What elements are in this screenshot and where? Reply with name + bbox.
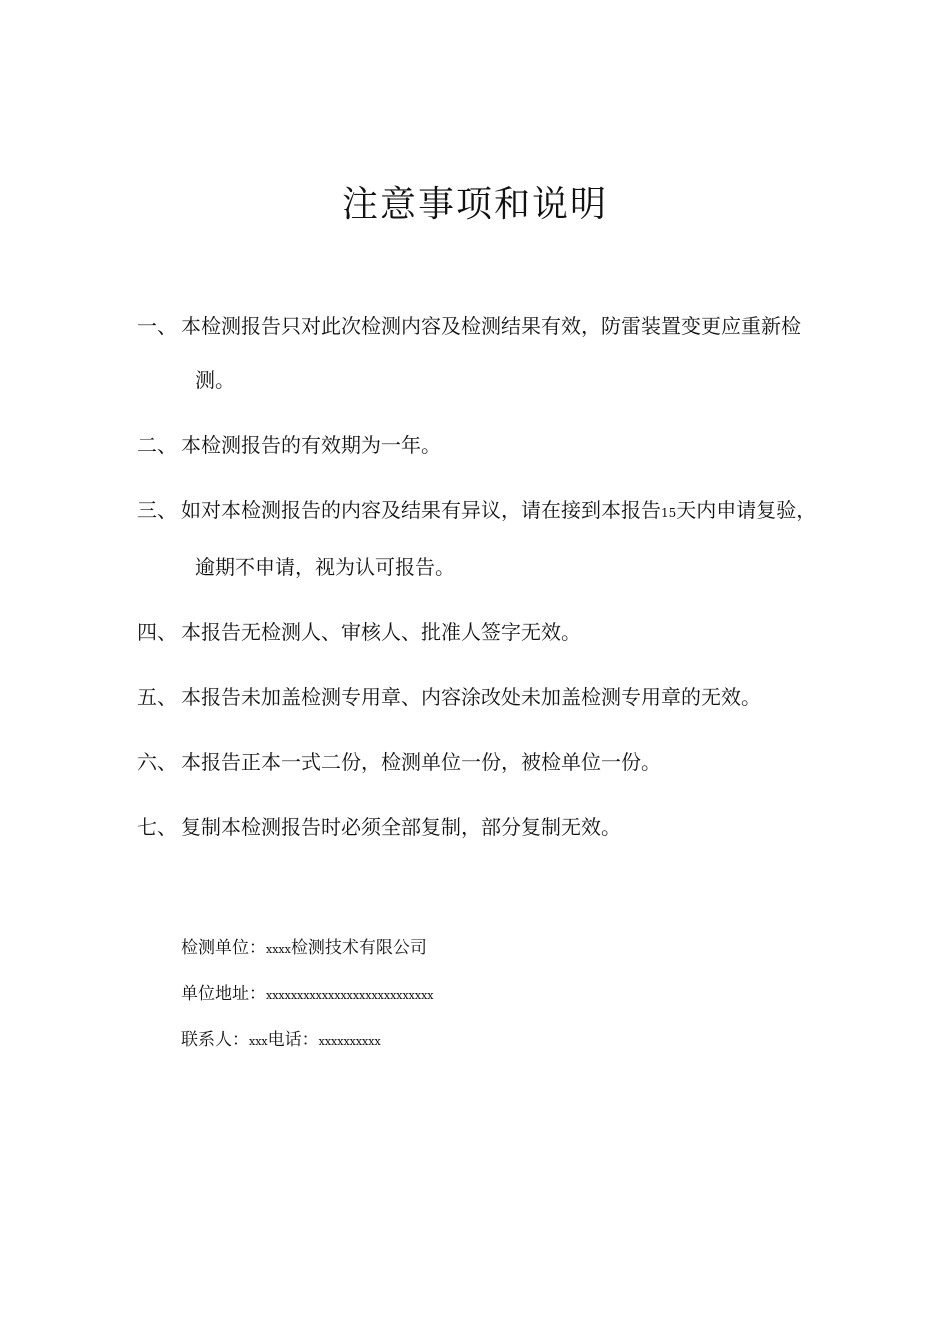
contact-unit-prefix: xxxx [266, 943, 291, 956]
contact-unit-label: 检测单位： [181, 938, 266, 958]
note-number: 四、 [137, 620, 177, 644]
note-item-6 [137, 744, 897, 780]
note-text-line1-end: 天内申请复验， [676, 498, 817, 522]
note-item-2 [137, 427, 897, 463]
notes-list [137, 308, 897, 874]
contact-person-label: 联系人： [181, 1030, 249, 1050]
note-item-5 [137, 679, 897, 715]
contact-address-value: xxxxxxxxxxxxxxxxxxxxxxxxxxx [266, 989, 434, 1002]
note-text: 本报告无检测人、审核人、批准人签字无效。 [181, 620, 581, 644]
contact-unit-name: 检测技术有限公司 [290, 938, 427, 958]
note-text-line1: 本检测报告只对此次检测内容及检测结果有效，防雷装置变更应重新检 [181, 314, 801, 338]
note-text: 复制本检测报告时必须全部复制，部分复制无效。 [181, 815, 621, 839]
note-number: 五、 [137, 685, 177, 709]
note-text-line2: 逾期不申请，视为认可报告。 [195, 555, 455, 579]
note-number: 一、 [137, 314, 177, 338]
note-number: 三、 [137, 498, 177, 522]
contact-phone-value: xxxxxxxxxx [318, 1035, 381, 1048]
note-text-line1-start: 如对本检测报告的内容及结果有异议，请在接到本报告 [181, 498, 661, 522]
note-text [181, 308, 897, 398]
page-title: 注意事项和说明 [341, 184, 608, 225]
contact-address-label: 单位地址： [181, 984, 266, 1004]
note-text-line2: 测。 [195, 368, 235, 392]
note-number: 六、 [137, 750, 177, 774]
note-item-7 [137, 809, 897, 845]
note-text: 本检测报告的有效期为一年。 [181, 433, 441, 457]
note-text: 本报告未加盖检测专用章、内容涂改处未加盖检测专用章的无效。 [181, 685, 761, 709]
note-number: 七、 [137, 815, 177, 839]
contact-person-row [181, 1026, 434, 1055]
note-item-4 [137, 614, 897, 650]
contact-unit-row [181, 934, 434, 963]
contact-person-value: xxx [249, 1035, 268, 1048]
note-days-number: 15 [661, 506, 677, 520]
contact-block [181, 934, 434, 1072]
note-item-3 [137, 492, 897, 585]
note-number: 二、 [137, 433, 177, 457]
note-item-1 [137, 308, 897, 398]
contact-phone-label: 电话： [267, 1030, 319, 1050]
note-text [181, 492, 897, 585]
contact-address-row [181, 980, 434, 1009]
note-text: 本报告正本一式二份，检测单位一份，被检单位一份。 [181, 750, 661, 774]
